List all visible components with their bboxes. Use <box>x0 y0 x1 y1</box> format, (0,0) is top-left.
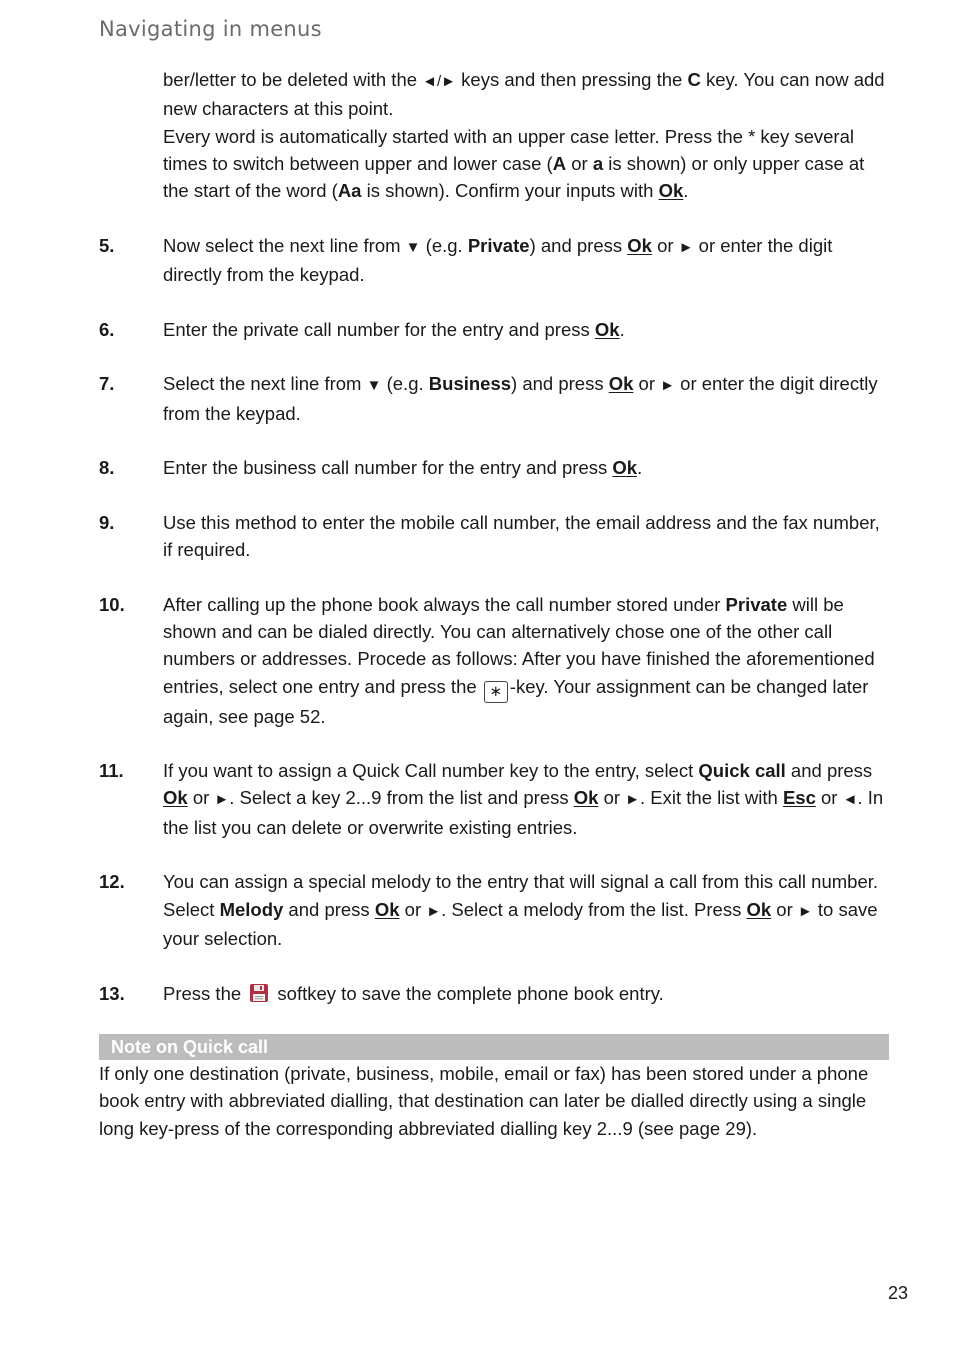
step-number: 10. <box>99 593 125 615</box>
step-text: Select the next line from ▼ (e.g. Business) and press Ok or ► or enter the digit directly from the keypad. <box>163 373 878 424</box>
ok-softkey-label: Ok <box>374 898 400 920</box>
step-text: Now select the next line from ▼ (e.g. Private) and press Ok or ► or enter the digit directly from the keypad. <box>163 234 833 286</box>
page-content <box>99 66 889 1142</box>
step-number: 12. <box>99 871 125 893</box>
ok-softkey-label: Ok <box>163 787 188 809</box>
step-text: Enter the private call number for the entry and press Ok. <box>163 318 625 340</box>
esc-softkey-label: Esc <box>782 787 816 809</box>
right-arrow-icon: ► <box>214 791 230 809</box>
c-key-label: C <box>687 69 701 90</box>
step-6 <box>99 316 889 343</box>
step-number: 13. <box>99 982 125 1004</box>
step-9 <box>99 509 889 564</box>
ok-softkey-label: Ok <box>658 180 684 202</box>
step-number: 8. <box>99 457 115 479</box>
ok-softkey-label: Ok <box>608 373 634 395</box>
step-5 <box>99 232 889 289</box>
right-arrow-icon: ► <box>625 791 641 809</box>
down-arrow-icon: ▼ <box>366 377 382 395</box>
step-11 <box>99 757 889 841</box>
note-heading: Note on Quick call <box>99 1034 889 1060</box>
intro-paragraph-2: Every word is automatically started with an upper case letter. Press the * key several times to switch between upper and lower case (A or a is shown) or only upper case at the start of the word (Aa is shown). Confirm your inputs with Ok. <box>163 125 865 202</box>
left-right-arrow-keys: ◄/► <box>422 73 457 90</box>
intro-paragraph-1: ber/letter to be deleted with the ◄/► keys and then pressing the C key. You can now add new characters at this point. <box>163 69 885 120</box>
step-text: Enter the business call number for the entry and press Ok. <box>163 457 643 479</box>
right-arrow-icon: ► <box>660 377 676 395</box>
ok-softkey-label: Ok <box>573 787 599 809</box>
step-text: Use this method to enter the mobile call number, the email address and the fax number, if required. <box>163 511 880 561</box>
step-number: 5. <box>99 234 115 256</box>
right-arrow-icon: ► <box>678 238 694 256</box>
step-text: After calling up the phone book always the call number stored under Private will be shown and can be dialed directly. You can alternatively chose one of the other call numbers or addresses. Procede as follows: After you have finished the aforementioned entries, select one entry and press the ∗ -key. Your assignment can be changed later again, see page 52. <box>163 593 875 727</box>
left-arrow-icon: ◄ <box>842 791 858 809</box>
step-number: 7. <box>99 373 115 395</box>
ok-softkey-label: Ok <box>612 457 638 479</box>
floppy-disk-icon <box>249 983 269 1003</box>
step-10 <box>99 591 889 730</box>
ok-softkey-label: Ok <box>627 234 652 256</box>
right-arrow-icon: ► <box>426 902 442 920</box>
step-8 <box>99 454 889 481</box>
step-text: You can assign a special melody to the entry that will signal a call from this call number. Select Melody and press Ok or ►. Select a melody from the list. Press Ok or ► to save your selection. <box>163 871 879 949</box>
note-text: If only one destination (private, business, mobile, email or fax) has been stored under a phone book entry with abbreviated dialling, that destination can later be dialled directly using a single long key-press of the corresponding abbreviated dialling key 2...9 (see page 29). <box>99 1063 869 1139</box>
continued-text <box>99 66 889 204</box>
step-text: If you want to assign a Quick Call number key to the entry, select Quick call and press Ok or ►. Select a key 2...9 from the list and press Ok or ►. Exit the list with Esc or ◄. In the list you can delete or overwrite existing entries. <box>163 760 884 838</box>
down-arrow-icon: ▼ <box>405 238 421 256</box>
star-key-icon: ∗ <box>484 681 508 703</box>
ok-softkey-label: Ok <box>594 318 620 340</box>
step-12 <box>99 868 889 952</box>
right-arrow-icon: ► <box>797 902 813 920</box>
step-number: 6. <box>99 318 115 340</box>
page-header-title: Navigating in menus <box>99 17 322 41</box>
step-13 <box>99 980 889 1007</box>
step-number: 11. <box>99 760 124 782</box>
step-7 <box>99 370 889 427</box>
step-text: Press the softkey to save the complete phone book entry. <box>163 982 664 1004</box>
page-number: 23 <box>887 1283 908 1303</box>
step-number: 9. <box>99 511 115 533</box>
ok-softkey-label: Ok <box>746 898 772 920</box>
